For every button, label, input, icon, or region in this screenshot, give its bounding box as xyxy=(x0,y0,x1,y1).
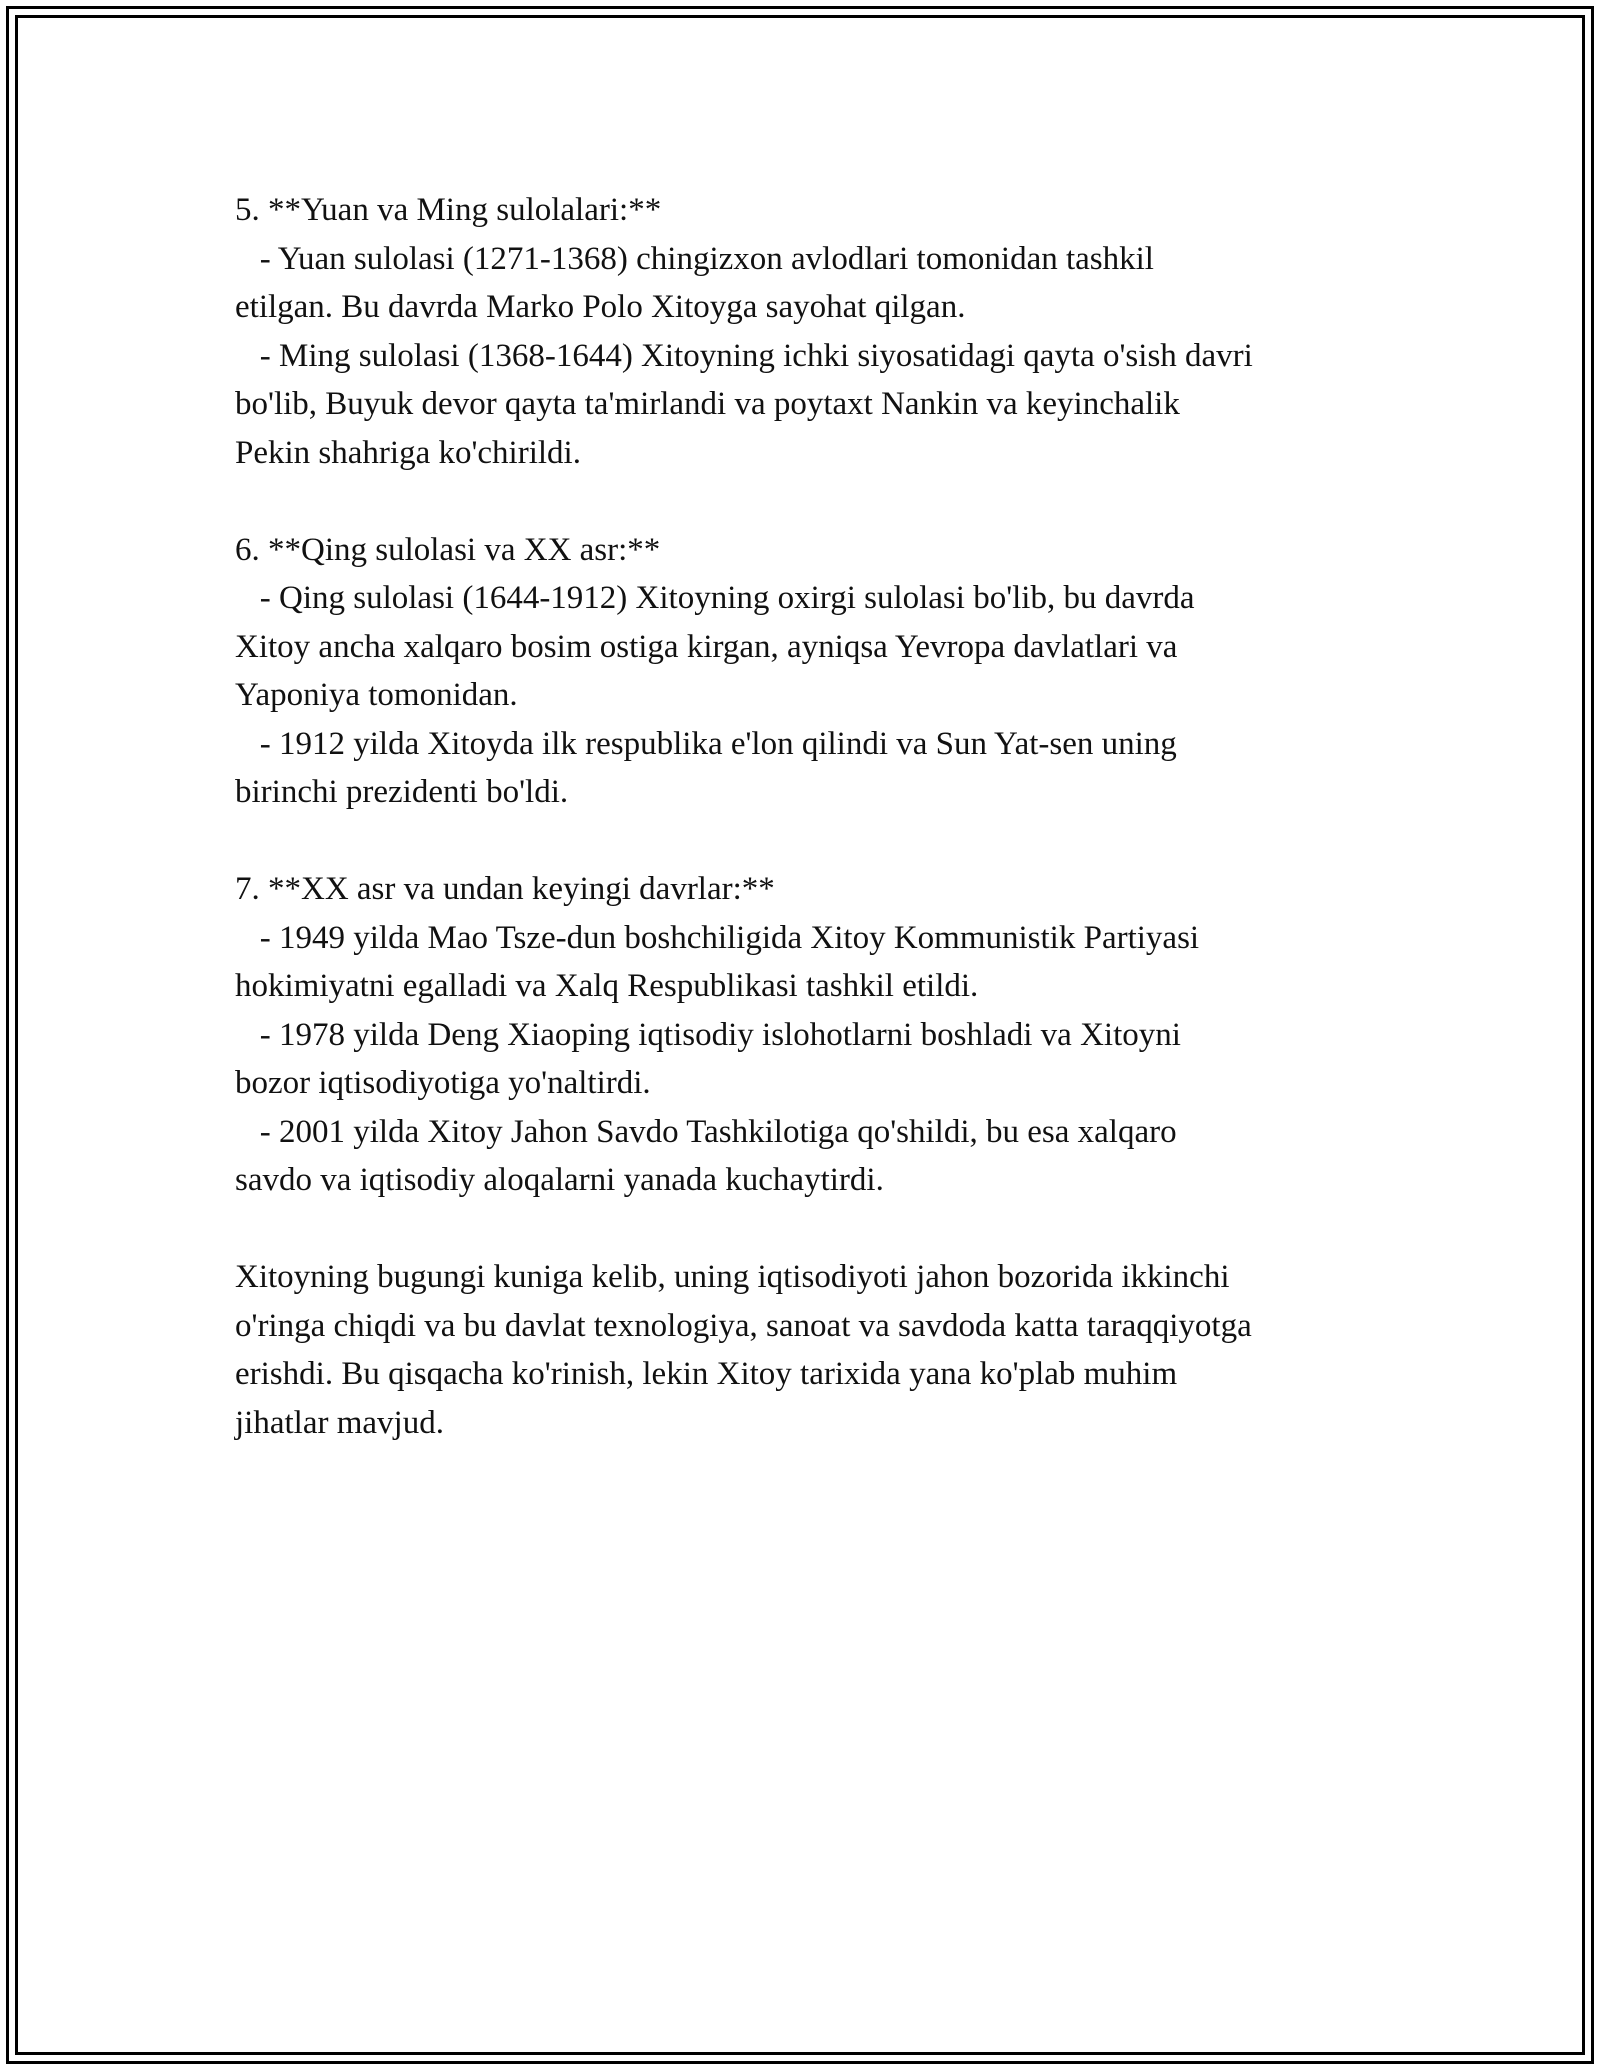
section-heading: 5. **Yuan va Ming sulolalari:** xyxy=(235,192,662,228)
section-heading: 6. **Qing sulolasi va XX asr:** xyxy=(235,531,661,568)
document-body xyxy=(235,186,1385,1496)
body-line: - 1978 yilda Deng Xiaoping iqtisodiy islohotlarni boshladi va Xitoyni xyxy=(235,1016,1181,1053)
body-line: Yaponiya tomonidan. xyxy=(235,677,518,713)
body-line: - Qing sulolasi (1644-1912) Xitoyning oxirgi sulolasi bo'lib, bu davrda xyxy=(235,580,1195,616)
conclusion-paragraph xyxy=(235,1253,1385,1447)
body-line: - Ming sulolasi (1368-1644) Xitoyning ichki siyosatidagi qayta o'sish davri xyxy=(235,337,1253,374)
body-line: erishdi. Bu qisqacha ko'rinish, lekin Xitoy tarixida yana ko'plab muhim xyxy=(235,1356,1178,1392)
body-line: bo'lib, Buyuk devor qayta ta'mirlandi va poytaxt Nankin va keyinchalik xyxy=(235,386,1180,422)
body-line: - 1949 yilda Mao Tsze-dun boshchiligida Xitoy Kommunistik Partiyasi xyxy=(235,919,1200,956)
section-yuan-ming xyxy=(235,186,1385,477)
body-line: jihatlar mavjud. xyxy=(235,1404,444,1441)
body-line: o'ringa chiqdi va bu davlat texnologiya, sanoat va savdoda katta taraqqiyotga xyxy=(235,1307,1252,1344)
section-heading: 7. **XX asr va undan keyingi davrlar:** xyxy=(235,871,775,907)
body-line: hokimiyatni egalladi va Xalq Respublikasi tashkil etildi. xyxy=(235,968,979,1004)
body-line: - 2001 yilda Xitoy Jahon Savdo Tashkilotiga qo'shildi, bu esa xalqaro xyxy=(235,1113,1177,1150)
body-line: Pekin shahriga ko'chirildi. xyxy=(235,434,581,471)
body-line: etilgan. Bu davrda Marko Polo Xitoyga sayohat qilgan. xyxy=(235,289,966,325)
body-line: savdo va iqtisodiy aloqalarni yanada kuchaytirdi. xyxy=(235,1162,884,1198)
body-line: birinchi prezidenti bo'ldi. xyxy=(235,774,569,810)
body-line: bozor iqtisodiyotiga yo'naltirdi. xyxy=(235,1065,651,1101)
body-line: - 1912 yilda Xitoyda ilk respublika e'lon qilindi va Sun Yat-sen uning xyxy=(235,725,1177,762)
section-qing xyxy=(235,526,1385,817)
body-line: Xitoyning bugungi kuniga kelib, uning iqtisodiyoti jahon bozorida ikkinchi xyxy=(235,1259,1230,1295)
body-line: Xitoy ancha xalqaro bosim ostiga kirgan, ayniqsa Yevropa davlatlari va xyxy=(235,628,1178,665)
section-xx-century xyxy=(235,865,1385,1205)
body-line: - Yuan sulolasi (1271-1368) chingizxon avlodlari tomonidan tashkil xyxy=(235,240,1154,277)
